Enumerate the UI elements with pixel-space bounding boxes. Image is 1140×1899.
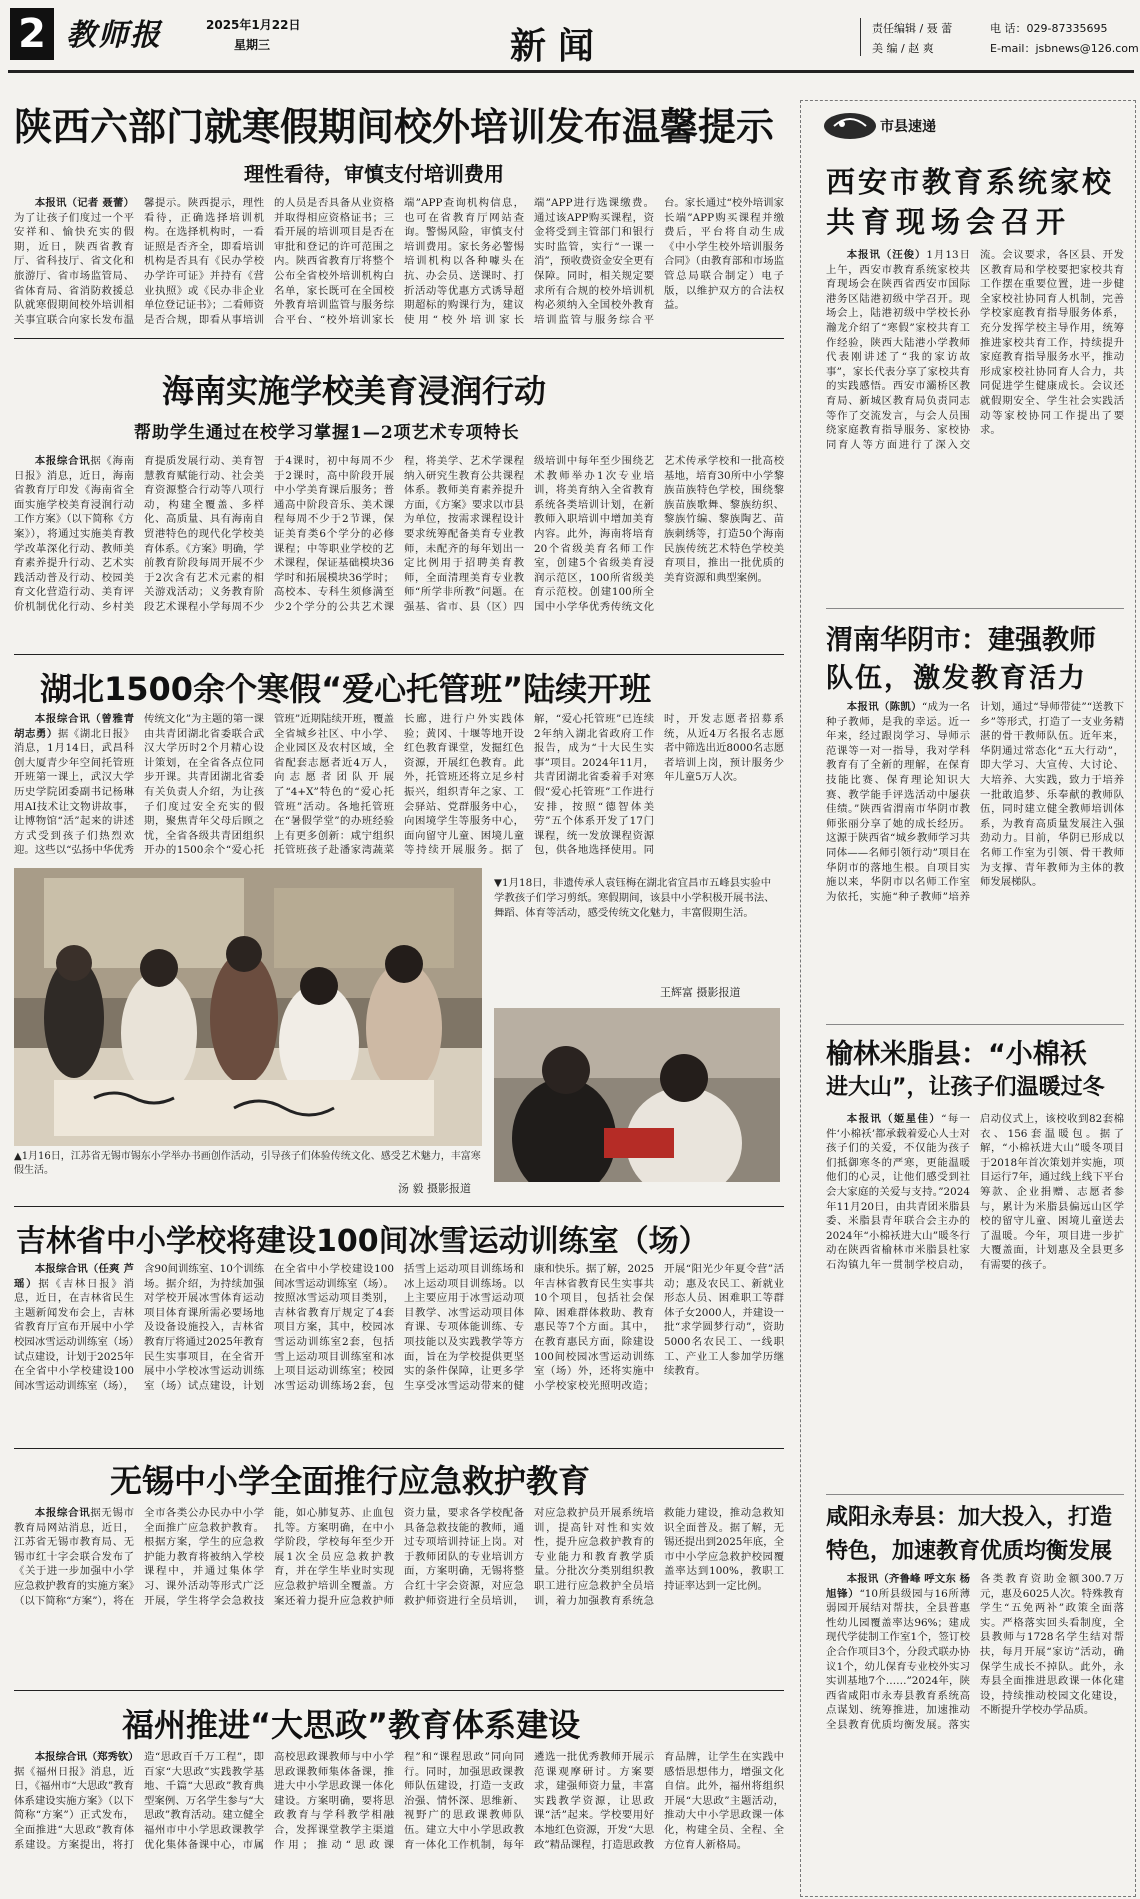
a2-subhead: 帮助学生通过在校学习掌握1—2项艺术专项特长 <box>134 423 520 443</box>
phone-label: 电 话：029-87335695 <box>990 22 1108 35</box>
a6-text: 据《福州日报》消息，近日，《福州市“大思政”教育体系建设实施方案》（以下简称“方案”）正式发布，全面推进“大思政”教育体系建设。方案提出，将打造“思政百千万工程”，即百家“大思政”实践教学基地、千篇“大思政”教育典型案例、万名学生参与“大思政”教育活动。建立健全福州市中小学思政课教学优化集体备课中心，市属高校思政课教师与中小学思政课教师集体备课，推进大中小学思政课一体化建设。方案明确，要将思政教育与学科教学相融合，发挥课堂教学主渠道作用；推动“思政课程”和“课程思政”同向同行。同时，加强思政课教师队伍建设，打造一支政治强、情怀深、思维新、视野广的思政课教师队伍。建立大中小学思政教育一体化工作机制，每年遴选一批优秀教师开展示范课观摩研讨。方案要求，建强师资力量，丰富实践教学资源，让思政课“活”起来。学校要用好本地红色资源，开发“大思政”精品课程，打造思政教育品牌，让学生在实践中感悟思想伟力，增强文化自信。此外，福州将组织开展“大思政”主题活动，推动大中小学思政课一体化，构建全员、全程、全方位育人新格局。 <box>14 1751 784 1851</box>
a4-headline: 吉林省中小学校将建设100间冰雪运动训练室（场） <box>16 1224 709 1259</box>
a6-body <box>14 1750 784 1894</box>
a2-text: 据《海南日报》消息，近日，海南省教育厅印发《海南省全面实施学校美育浸润行动工作方案》（以下简称《方案》），将通过实施美育教学改革深化行动、教师美育素养提升行动、艺术实践活动普及行动、校园美育文化营造行动、美育评价机制优化行动、乡村美育提质发展行动、美育智慧教育赋能行动、社会美育资源整合行动等八项行动，构建全覆盖、多样化、高质量、具有海南自贸港特色的现代化学校美育体系。《方案》明确，学前教育阶段每周开展不少于2次含有艺术元素的相关游戏活动；义务教育阶段艺术课程小学每周不少于4课时，初中每周不少于2课时，高中阶段开展中小学美育课后服务；普通高中阶段音乐、美术课程每周不少于2节课，保证美育类6个学分的必修课程；中等职业学校的艺术课程，保证基础模块36学时和拓展模块36学时；高校本、专科生须修满至少2个学分的公共艺术课程，将美学、艺术学课程纳入研究生教育公共课程体系。教师美育素养提升方面，《方案》要求以市县为单位，按需求课程设计要求统筹配备美育专业教师，未配齐的每年划出一定比例用于招聘美育教师，全面清理美育专业教师“所学非所教”问题。在强基、省市、县（区）四级培训中每年至少围绕艺术教师举办1次专业培训，将美育纳入全省教育系统各类培训计划，在新教师入职培训中增加美育内容。此外，海南将培育20个省级美育名师工作室，创建5个省级美育浸润示范区，100所省级美育示范校。创建100所全国中小学华优秀传统文化艺术传承学校和一批高校基地，培育30所中小学黎族苗族特色学校，围绕黎族苗族歌舞、黎族纺织、黎族竹编、黎族陶艺、苗族刺绣等，打造50个海南民族传统艺术特色学校美育项目，推出一批优质的美育资源和典型案例。 <box>14 455 784 613</box>
masthead-divider <box>860 18 861 56</box>
s3-headline-line1: 榆林米脂县：“小棉袄 <box>826 1039 1087 1070</box>
issue-date: 2025年1月22日 <box>206 18 301 32</box>
s3-body <box>826 1112 1124 1488</box>
page-number-box: 2 <box>10 8 54 60</box>
a6-headline: 福州推进“大思政”教育体系建设 <box>122 1706 581 1744</box>
s1-headline-line2: 共育现场会召开 <box>826 205 1072 239</box>
s1-byline: 本报讯（汪俊） <box>846 249 927 261</box>
photo-calligraphy-class <box>14 868 482 1146</box>
s1-text: 1月13日上午，西安市教育系统家校共育现场会在陕西省西安市国际港务区陆港初级中学召开。现场会上，陆港初级中学校长孙瀚龙介绍了“寒假”家校共育工作经验，陕西大陆港小学教师代表刚讲述了“我的家访故事”，家长代表分享了家校共育的实践感悟。西安市灞桥区教育局、新城区教育局负责同志等作了交流发言，与会人员围绕家庭教育指导服务、家校协同育人等方面进行了深入交流。会议要求，各区县、开发区教育局和学校要把家校共育工作摆在重要位置，进一步健全家校社协同育人机制，完善学校家庭教育指导服务体系，充分发挥学校主导作用，统筹推进家校共育工作，持续提升家庭教育指导服务水平，推动形成家校社协同育人合力，共同促进学生健康成长。会议还就假期安全、学生社会实践活动等家校协同工作提出了要求。 <box>826 249 1124 451</box>
s2-byline: 本报讯（陈凯） <box>846 701 922 713</box>
sidebar-banner-label: 市县速递 <box>880 119 936 135</box>
s2-body <box>826 700 1124 1016</box>
a1-text: 为了让孩子们度过一个平安祥和、愉快充实的假期，近日，陕西省教育厅、省科技厅、省文化和旅游厅、省市场监管局、省体育局、省消防救援总队就寒假期间校外培训相关事宜联合向家长发布温馨提示。陕西提示，理性看待，正确选择培训机构。在选择机构时，一看证照是否齐全，即看培训机构是否具有《民办学校办学许可证》并持有《营业执照》或《民办非企业单位登记证书》；二看师资是否合规，即看从事培训的人员是否具备从业资格并取得相应资格证书；三看开展的培训项目是否在审批和登记的许可范围之内。陕西省教育厅将整个公布全省校外培训机构白名单，家长既可在全国校外教育培训监管与服务综合平台、“校外培训家长端”APP查询机构信息，也可在省教育厅网站查询。警惕风险，审慎支付培训费用。家长务必警惕培训机构以各种噱头在抗、办会员、送课时、打折活动等优惠方式诱导超期超标的购课行为，建议使用“校外培训家长端”APP进行选课缴费。通过该APP购买课程，资金将受到主管部门和银行实时监管，实行“一课一消”，预收费资金安全更有保障。同时，相关规定要求所有合规的校外培训机构必须纳入全国校外教育培训监管与服务综合平台。家长通过“校外培训家长端”APP购买课程并缴费后，平台将自动生成《中小学生校外培训服务合同》（由教育部和市场监管总局联合制定）电子版，以维护双方的合法权益。 <box>14 197 784 326</box>
a5-headline: 无锡中小学全面推行应急救护教育 <box>110 1462 591 1500</box>
photo-papercut-illustration <box>494 1008 780 1182</box>
a5-rule <box>14 1690 784 1691</box>
issue-weekday: 星期三 <box>234 38 271 52</box>
a3-text: 据《湖北日报》消息，1月14日，武昌科创大厦青少年空间托管班开班第一课上，武汉大学历史学院团委副书记杨琳用AI技术让文物讲故事，让博物馆“活”起来的讲述方式受到孩子们热烈欢迎。这些以“弘扬中华优秀传统文化”为主题的第一课由共青团湖北省委联合武汉大学历时2个月精心设计策划，在全省各点位同步开课。共青团湖北省委有关负责人介绍，为让孩子们度过安全充实的假期，聚焦青年父母后顾之忧，全省各级共青团组织开办的1500余个“爱心托管班”近期陆续开班，覆盖全省城乡社区、中小学、企业园区及农村区域，全省配套志愿者近4万人，向志愿者团队开展了“4+X”特色的“爱心托管班”活动。各地托管班在“暑假学堂”的办班经验上有更多创新：咸宁组织托管班孩子赴潘家湾蔬菜长廊，进行户外实践体验；黄冈、十堰等地开设红色教育课堂，发掘红色资源，开展红色教育。此外，托管班还将立足乡村振兴，组织青年之家、工会驿站、党群服务中心，向困境学生等服务中心，面向留守儿童、困境儿童等持续开展服务。据了解，“爱心托管班”已连续2年纳入湖北省政府工作报告，成为“十大民生实事”项目。2024年11月，共青团湖北省委着手对寒假“爱心托管班”工作进行安排，按照“德智体美劳”五个体系开发了17门课程，统一发放课程资源包，供各地选择使用。同时，开发志愿者招募系统，从近4万名报名志愿者中筛选出近8000名志愿者培训上岗，预计服务少年儿童5万人次。 <box>14 713 784 857</box>
photo-papercut-class <box>494 1008 780 1182</box>
a1-subhead: 理性看待，审慎支付培训费用 <box>244 162 504 186</box>
a1-byline: 本报讯（记者 聂蕾） <box>34 197 134 209</box>
paper-name: 教师报 <box>66 18 162 53</box>
designer-label: 美 编 / 赵 爽 <box>872 42 934 55</box>
a5-text: 据无锡市教育局网站消息，近日，江苏省无锡市教育局、无锡市红十字会联合发布了《关于进一步加强中小学应急救护教育的实施方案》（以下简称“方案”），将在全市各类公办民办中小学全面推广应急救护教育。根据方案，学生的应急救护能力教育将被纳入学校课程中，并通过集体学习、课外活动等形式广泛开展，学生将学会急救技能，如心肺复苏、止血包扎等。方案明确，在中小学阶段，学校每年至少开展1次全员应急救护教育，并在学生毕业时实现应急救护培训全覆盖。方案还着力提升应急救护师资力量，要求各学校配备具备急救技能的教师，通过专项培训持证上岗。对于教师团队的专业培训方面，方案明确，无锡将整合红十字会资源，对应急救护师资进行全员培训，对应急救护员开展系统培训，提高针对性和实效性，提升应急救护教育的专业能力和教育教学质量。分批次分类别组织教职工进行应急救护全员培训，着力加强教育系统急救能力建设，推动急救知识全面普及。据了解，无锡还提出到2025年底，全市中小学应急救护校园覆盖率达到100%，教职工持证率达到一定比例。 <box>14 1507 784 1607</box>
s2-text: “成为一名种子教师，是我的幸运。近一年来，经过跟岗学习、导师示范课等一对一指导，我对学科教育有了全新的理解，在保育技能比赛、保育理论知识大赛、教学能手评选活动中屡获佳绩。”陕西省渭南市华阴市教师张丽分享了她的成长经历。这源于陕西省“城乡教师学习共同体——名师引领行动”项目在华阴市的落地生根。自项目实施以来，华阴市以名师工作室为依托，实施“种子教师”培养计划，通过“导师带徒”“送教下乡”等形式，打造了一支业务精湛的骨干教师队伍。近年来，华阴通过常态化“五大行动”，即大学习、大宣传、大讨论、大培养、大实践，致力于培养一批敢追梦、乐奉献的教师队伍，同时建立健全教师培训体系，为教育高质量发展注入强劲动力。目前，华阴已形成以名师工作室为引领、骨干教师为支撑、青年教师为主体的教师发展梯队。 <box>826 701 1124 903</box>
s3-byline: 本报讯（姬星佳） <box>846 1113 942 1125</box>
editor-label: 责任编辑 / 聂 蕾 <box>872 22 953 35</box>
s2-headline-line1: 渭南华阴市：建强教师 <box>826 625 1096 656</box>
email-label: E-mail：jsbnews@126.com <box>990 42 1139 55</box>
a2-body <box>14 454 784 644</box>
a5-body <box>14 1506 784 1682</box>
a2-byline: 本报综合讯 <box>34 455 91 467</box>
s2-headline-line2: 队伍，激发教育活力 <box>826 663 1087 694</box>
a4-text: 据《吉林日报》消息，近日，在吉林省民生主题新闻发布会上，吉林省教育厅宣布开展中小学校园冰雪运动训练室（场）试点建设，计划于2025年在全省中小学校建设100间冰雪运动训练室（场），含90间训练室、10个训练场。据介绍，为持续加强对学校开展冰雪体育运动项目体育课所需必要场地及设备设施投入，吉林省教育厅将通过2025年教育民生实事项目，在全省开展中小学校冰雪运动训练室（场）试点建设，计划在全省中小学校建设100间冰雪运动训练室（场）。按照冰雪运动项目类别，吉林省教育厅规定了4套项目方案，其中，校园冰雪运动训练室2套，包括雪上运动项目训练室和冰上项目运动训练室；校园冰雪运动训练场2套，包括雪上运动项目训练场和冰上运动项目训练场。以上主要应用于冰雪运动项目教学、冰雪运动项目体育课、专项体能训练、专项技能以及实践教学等方面，旨在为学校提供更坚实的条件保障，让更多学生享受冰雪运动带来的健康和快乐。据了解，2025年吉林省教育民生实事共10个项目，包括社会保障、困难群体救助、教育惠民等7个方面。其中，在教育惠民方面，除建设100间校园冰雪运动训练室（场）外，还将实施中小学校家校光照明改造；开展“阳光少年夏令营”活动；惠及农民工、新就业形态人员、困难职工等群体子女2000人，并建设一批“求学圆梦行动”，资助5000名农民工、一线职工、产业工人参加学历继续教育。 <box>14 1263 784 1392</box>
s3-rule <box>826 1494 1124 1495</box>
photo-right-caption: ▼1月18日，非遗传承人袁钰梅在湖北省宜昌市五峰县实验中学教孩子们学习剪纸。寒假期间，该县中小学积极开展书法、舞蹈、体育等活动，感受传统文化魅力，丰富假期生活。 <box>494 877 775 919</box>
a1-headline: 陕西六部门就寒假期间校外培训发布温馨提示 <box>14 105 775 149</box>
photo-calligraphy-illustration <box>14 868 482 1146</box>
photo-left-caption: ▲1月16日，江苏省无锡市锡东小学举办书画创作活动，引导孩子们体验传统文化、感受艺术魅力，丰富寒假生活。 <box>14 1151 481 1176</box>
s4-headline-line1: 咸阳永寿县：加大投入，打造 <box>826 1505 1113 1530</box>
a6-byline: 本报综合讯（郑秀钦） <box>34 1751 139 1763</box>
a1-rule <box>14 338 784 339</box>
s4-body <box>826 1572 1124 1890</box>
a4-byline: 本报综合讯（任爽 芦瑶） <box>14 1263 134 1290</box>
s3-text: “每一件‘小棉袄’都承载着爱心人士对孩子们的关爱，不仅能为孩子们抵御寒冬的严寒，更能温暖他们的心灵，让他们感受到社会大家庭的关爱与支持。”2024年11月20日，由共青团米脂县委、米脂县青年联合会主办的2024年“小棉袄进大山”暖冬行动在陕西省榆林市米脂县杜家石沟镇九年一贯制学校启动，启动仪式上，该校收到82套棉衣、156套温暖包。据了解，“小棉袄进大山”暖冬项目于2018年首次策划并实施，项目运行7年，通过线上线下平台筹款、企业捐赠、志愿者参与，累计为米脂县偏远山区学校的留守儿童、困境儿童送去了温暖。今年，项目进一步扩大覆盖面，计划惠及全县更多有需要的孩子。 <box>826 1113 1124 1271</box>
a3-body <box>14 712 784 858</box>
s4-text: “10所县级园与16所薄弱园开展结对帮扶，全县普惠性幼儿园覆盖率达96%；建成现代学徒制工作室1个，签订校企合作项目3个，分段式联办协议1个，幼儿保育专业校外实习实训基地7个……”2024年，陕西省咸阳市永寿县教育系统高点谋划、统筹推进，加速推动全县教育优质均衡发展。落实各类教育资助金额300.7万元，惠及6025人次。特殊教育学生“五免两补”政策全面落实。严格落实回头看制度，全县教师与1728名学生结对帮扶，每月开展“家访”活动，确保学生成长不掉队。此外，永寿县全面推进思政课一体化建设，持续推动校园文化建设，不断提升学校办学品质。 <box>826 1573 1124 1731</box>
a4-body <box>14 1262 784 1438</box>
a3-byline: 本报综合讯（曾雅青 胡志勇） <box>14 713 134 740</box>
s2-rule <box>826 1024 1124 1025</box>
masthead <box>0 0 1140 72</box>
a3-headline: 湖北1500余个寒假“爱心托管班”陆续开班 <box>40 670 652 708</box>
s1-body <box>826 248 1124 600</box>
photo-left-credit: 汤 毅 摄影报道 <box>398 1182 471 1195</box>
a3-rule <box>14 1206 784 1207</box>
a2-rule <box>14 654 784 655</box>
a1-body <box>14 196 784 328</box>
a4-rule <box>14 1448 784 1449</box>
s1-headline-line1: 西安市教育系统家校 <box>826 165 1115 199</box>
sidebar-banner <box>820 110 960 142</box>
s1-rule <box>826 608 1124 609</box>
photo-right-credit: 王辉富 摄影报道 <box>660 986 741 999</box>
a2-headline: 海南实施学校美育浸润行动 <box>162 372 547 410</box>
s4-headline-line2: 特色，加速教育优质均衡发展 <box>826 1539 1113 1564</box>
masthead-rule <box>8 70 1134 73</box>
s3-headline-line2: 进大山”，让孩子们温暖过冬 <box>826 1075 1105 1100</box>
s4-byline: 本报讯（齐鲁峰 呼文东 杨旭锋） <box>826 1573 970 1600</box>
section-name: 新闻 <box>510 26 607 67</box>
a5-byline: 本报综合讯 <box>34 1507 91 1519</box>
